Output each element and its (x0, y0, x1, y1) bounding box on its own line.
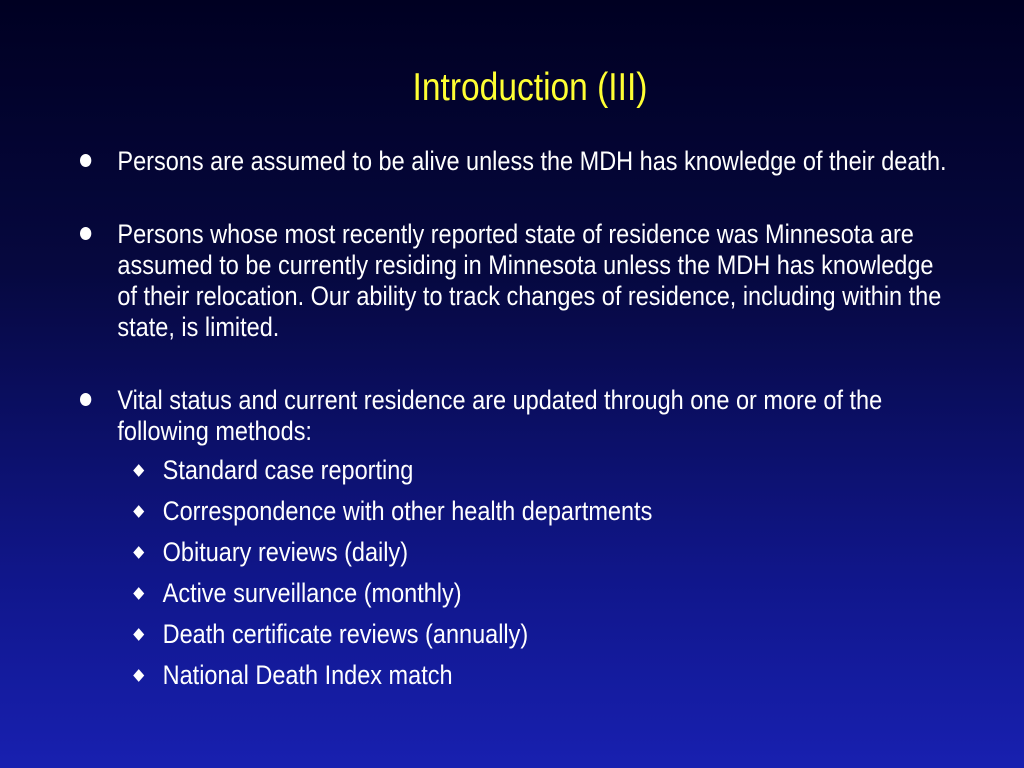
sub-bullet-list (117, 455, 958, 691)
sub-bullet-item (117, 455, 958, 486)
diamond-bullet-icon (133, 587, 144, 600)
sub-bullet-item (117, 578, 958, 609)
diamond-bullet-icon (133, 464, 144, 477)
bullet-list (80, 146, 959, 701)
sub-bullet-text: Death certificate reviews (annually) (162, 619, 529, 649)
bullet-text: Vital status and current residence are updated through one or more of the following methods: (117, 385, 883, 446)
diamond-bullet-icon (133, 669, 144, 682)
sub-bullet-text: Active surveillance (monthly) (162, 578, 462, 608)
sub-bullet-item (117, 619, 958, 650)
bullet-item (80, 146, 959, 177)
slide-title: Introduction (III) (412, 66, 648, 109)
bullet-dot-icon (80, 154, 91, 167)
bullet-text: Persons are assumed to be alive unless the MDH has knowledge of their death. (117, 146, 947, 176)
sub-bullet-item (117, 496, 958, 527)
sub-bullet-text: Correspondence with other health departments (162, 496, 653, 526)
bullet-dot-icon (80, 227, 91, 240)
sub-bullet-text: National Death Index match (162, 660, 453, 690)
bullet-dot-icon (80, 393, 91, 406)
diamond-bullet-icon (133, 628, 144, 641)
sub-bullet-item (117, 660, 958, 691)
diamond-bullet-icon (133, 505, 144, 518)
bullet-text: Persons whose most recently reported state of residence was Minnesota are assumed to be currently residing in Minnesota unless the MDH has knowledge of their relocation. Our ability to track changes of residence, including within the state, is limited. (117, 219, 942, 342)
bullet-item (80, 219, 959, 343)
bullet-item (80, 385, 959, 691)
sub-bullet-item (117, 537, 958, 568)
sub-bullet-text: Obituary reviews (daily) (162, 537, 409, 567)
sub-bullet-text: Standard case reporting (162, 455, 414, 485)
diamond-bullet-icon (133, 546, 144, 559)
